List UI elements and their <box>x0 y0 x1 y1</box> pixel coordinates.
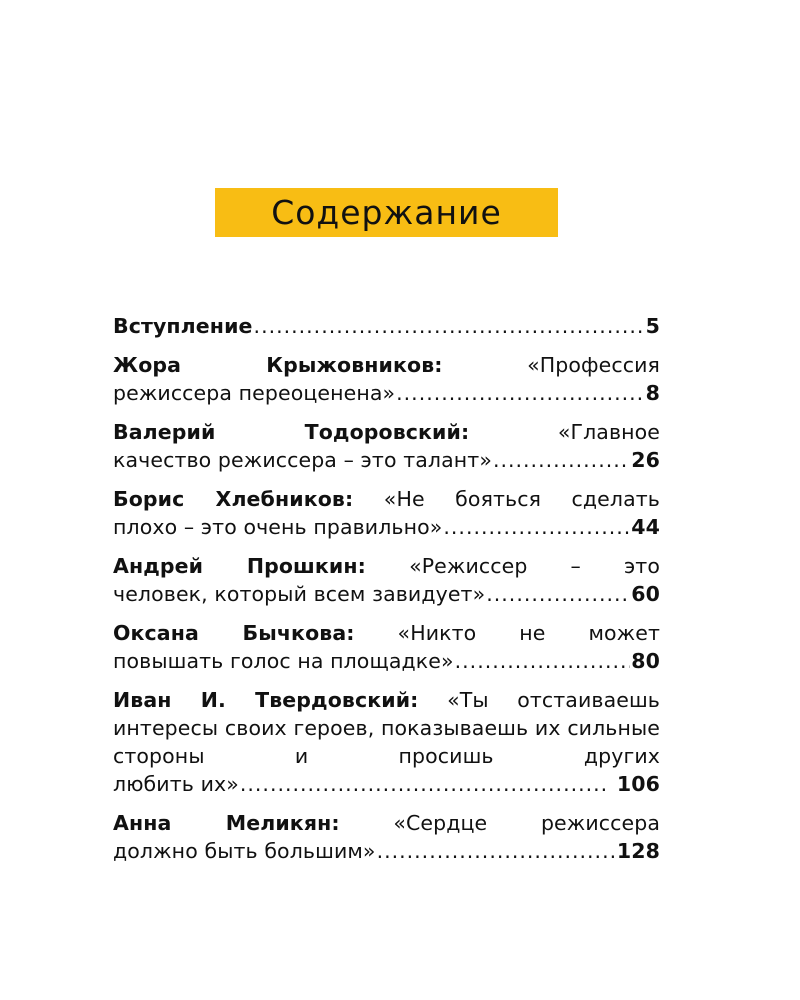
toc-entry-page: 5 <box>645 314 660 338</box>
toc-entry[interactable] <box>113 418 660 474</box>
toc-entry-author: Анна Меликян: <box>113 811 340 835</box>
toc-entry-author: Жора Крыжовников: <box>113 353 443 377</box>
toc-entry-line <box>113 379 660 407</box>
toc-entry-title-start: «Ты отстаиваешь интересы своих героев, показываешь их сильные стороны и просишь других <box>113 688 660 768</box>
toc-entry-page: 26 <box>631 448 660 472</box>
dot-leader <box>493 446 630 474</box>
toc-entry[interactable] <box>113 485 660 541</box>
toc-entry[interactable] <box>113 809 660 865</box>
toc-entry[interactable] <box>113 552 660 608</box>
toc-entry-author: Андрей Прошкин: <box>113 554 366 578</box>
table-of-contents <box>113 312 660 876</box>
toc-entry-page: 8 <box>645 381 660 405</box>
contents-title-banner <box>215 188 558 237</box>
toc-entry-author: Валерий Тодоровский: <box>113 420 470 444</box>
toc-entry-title-start: «Не бояться сделать <box>383 487 660 511</box>
toc-entry-title-start: «Профессия <box>527 353 660 377</box>
toc-entry-title-end: качество режиссера – это талант» <box>113 448 492 472</box>
toc-entry-line <box>113 513 660 541</box>
toc-entry-heading <box>113 686 660 770</box>
toc-entry-line <box>113 770 660 798</box>
toc-entry-title-start: «Режиссер – это <box>409 554 660 578</box>
dot-leader <box>396 379 644 407</box>
dot-leader <box>486 580 630 608</box>
toc-entry[interactable] <box>113 686 660 798</box>
toc-entry-page: 128 <box>616 839 660 863</box>
toc-entry-heading <box>113 809 660 837</box>
toc-entry-author: Иван И. Твердовский: <box>113 688 419 712</box>
toc-entry-page: 80 <box>631 649 660 673</box>
dot-leader <box>377 837 616 865</box>
toc-entry-title-end: должно быть большим» <box>113 839 376 863</box>
toc-entry-introduction[interactable] <box>113 312 660 340</box>
toc-entry-title-start: «Сердце режиссера <box>393 811 660 835</box>
toc-entry-title-start: «Никто не может <box>397 621 660 645</box>
toc-entry-author: Вступление <box>113 314 253 338</box>
toc-entry-page: 106 <box>616 772 660 796</box>
toc-entry-line <box>113 446 660 474</box>
toc-entry-line <box>113 312 660 340</box>
dot-leader <box>240 770 610 798</box>
toc-entry-author: Борис Хлебников: <box>113 487 354 511</box>
toc-entry-title-end: человек, который всем завидует» <box>113 582 486 606</box>
toc-entry-line <box>113 580 660 608</box>
toc-entry-line <box>113 837 660 865</box>
toc-entry-line <box>113 647 660 675</box>
toc-entry-title-end: повышать голос на площадке» <box>113 649 454 673</box>
toc-entry-title-end: режиссера переоценена» <box>113 381 396 405</box>
toc-entry-heading <box>113 619 660 647</box>
toc-entry-heading <box>113 418 660 446</box>
toc-entry-page: 44 <box>631 515 660 539</box>
toc-entry-title-start: «Главное <box>557 420 660 444</box>
toc-entry-page: 60 <box>631 582 660 606</box>
toc-entry-author: Оксана Бычкова: <box>113 621 355 645</box>
toc-entry-heading <box>113 552 660 580</box>
toc-entry-title-end: плохо – это очень правильно» <box>113 515 443 539</box>
dot-leader <box>254 312 645 340</box>
contents-title: Содержание <box>271 193 502 232</box>
dot-leader <box>455 647 631 675</box>
toc-entry[interactable] <box>113 619 660 675</box>
toc-entry-title-end: любить их» <box>113 772 239 796</box>
toc-entry-heading <box>113 485 660 513</box>
toc-entry-heading <box>113 351 660 379</box>
dot-leader <box>443 513 630 541</box>
toc-entry[interactable] <box>113 351 660 407</box>
